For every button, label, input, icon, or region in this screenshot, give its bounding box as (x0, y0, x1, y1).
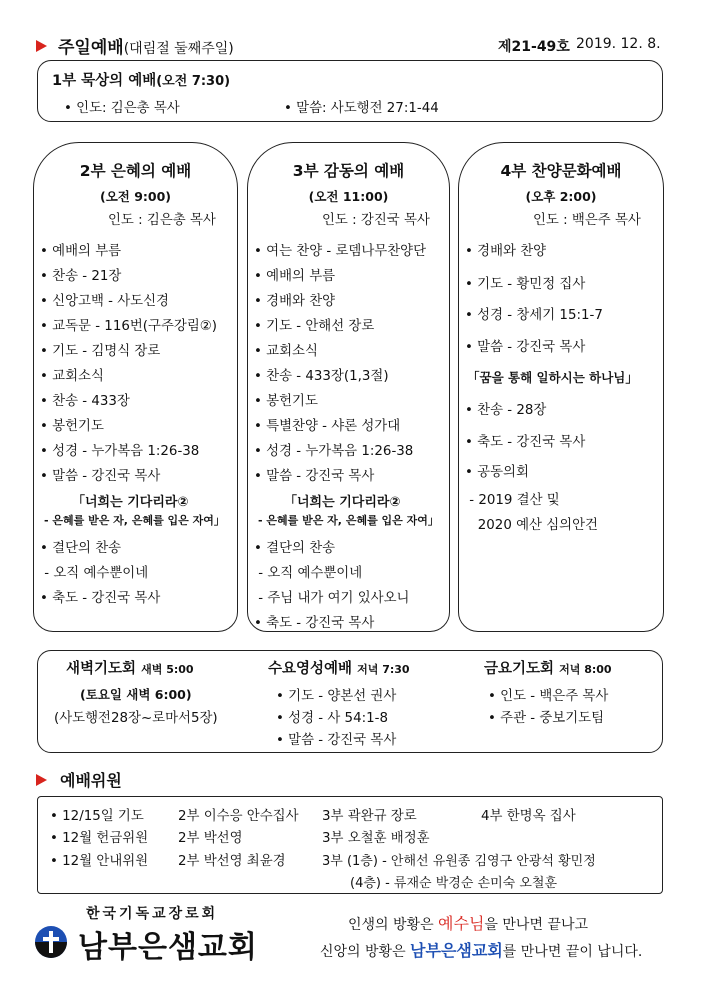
service-1-heading (52, 69, 230, 90)
service-4-item: • 찬송 - 28장 (465, 403, 547, 418)
service-3-item: • 축도 - 강진국 목사 (254, 616, 375, 631)
committee-p2: 2부 박선영 (178, 831, 243, 846)
service-3-item: • 말씀 - 강진국 목사 (254, 469, 375, 484)
service-2-item: • 교독문 - 116번(구주강림②) (40, 319, 217, 334)
committee-title: 예배위원 (60, 771, 122, 790)
service-4-item: 2020 예산 심의안건 (465, 518, 598, 533)
service-2-item: • 찬송 - 21장 (40, 269, 122, 284)
service-3-item: • 기도 - 안해선 장로 (254, 319, 375, 334)
church-logo-icon (34, 925, 68, 959)
service-3-item: • 성경 - 누가복음 1:26-38 (254, 444, 414, 459)
service-3-sermon-subtitle: - 은혜를 받은 자, 은혜를 입은 자여」 (258, 514, 439, 527)
title-main: 주일예배 (58, 38, 124, 58)
service-4-item: • 공동의회 (465, 465, 529, 480)
dawn-text: (사도행전28장~로마서5장) (54, 711, 218, 726)
page-title (58, 33, 234, 58)
committee-p2: 2부 박선영 최윤경 (178, 854, 286, 869)
service-2-item: • 기도 - 김명식 장로 (40, 344, 161, 359)
friday-item: • 주관 - 중보기도팀 (488, 711, 605, 726)
wednesday-time: 저녁 7:30 (357, 663, 410, 676)
committee-p3: 3부 곽완규 장로 (322, 809, 417, 824)
dawn-title: 새벽기도회 (66, 661, 137, 677)
service-1-time: (오전 7:30) (156, 74, 231, 89)
service-3-title: 3부 감동의 예배 (292, 162, 405, 180)
service-2-item: • 찬송 - 433장 (40, 394, 130, 409)
service-3-item: • 특별찬양 - 샤론 성가대 (254, 419, 401, 434)
committee-label: • 12월 헌금위원 (50, 831, 149, 846)
service-3-item: • 찬송 - 433장(1,3절) (254, 369, 389, 384)
service-1-sermon: • 말씀: 사도행전 27:1-44 (284, 101, 439, 116)
committee-label: • 12/15일 기도 (50, 809, 144, 824)
committee-p3: 3부 오철훈 배정훈 (322, 831, 430, 846)
friday-item: • 인도 - 백은주 목사 (488, 689, 609, 704)
issue-date: 2019. 12. 8. (576, 36, 661, 52)
service-4-item: • 기도 - 황민정 집사 (465, 277, 586, 292)
service-1-box (37, 60, 663, 122)
service-2-box (33, 142, 238, 632)
committee-box (37, 796, 663, 894)
service-4-item: • 경배와 찬양 (465, 244, 547, 259)
service-4-title: 4부 찬양문화예배 (500, 162, 622, 180)
service-2-sermon-title: 「너희는 기다리라② (72, 495, 189, 510)
dawn-time: 새벽 5:00 (141, 663, 194, 676)
wednesday-heading (268, 657, 410, 678)
service-2-item: • 축도 - 강진국 목사 (40, 591, 161, 606)
service-2-item: • 결단의 찬송 (40, 541, 122, 556)
footer-highlight-jesus: 예수님 (438, 914, 485, 933)
service-3-box (247, 142, 450, 632)
section-arrow-icon (36, 40, 47, 52)
wednesday-title: 수요영성예배 (268, 661, 353, 677)
service-3-item: • 여는 찬양 - 로뎀나무찬양단 (254, 244, 427, 259)
service-4-item: • 축도 - 강진국 목사 (465, 435, 586, 450)
committee-p3: 3부 (1층) - 안해선 유원종 김영구 안광석 황민정 (322, 854, 596, 869)
service-3-item: - 오직 예수뿐이네 (254, 566, 363, 581)
church-name: 남부은샘교회 (78, 930, 258, 965)
service-2-sermon-subtitle: - 은혜를 받은 자, 은혜를 입은 자여」 (44, 514, 225, 527)
wednesday-item: • 성경 - 사 54:1-8 (276, 711, 388, 726)
footer-line-2 (320, 938, 642, 961)
service-4-time: (오후 2:00) (525, 189, 597, 204)
service-2-item: • 신앙고백 - 사도신경 (40, 294, 169, 309)
service-3-item: • 예배의 부름 (254, 269, 336, 284)
service-4-box (458, 142, 664, 632)
dawn-heading (66, 657, 194, 678)
wednesday-item: • 말씀 - 강진국 목사 (276, 733, 397, 748)
service-4-item: • 말씀 - 강진국 목사 (465, 340, 586, 355)
service-3-item: • 교회소식 (254, 344, 318, 359)
committee-row-4: (4층) - 류재순 박경순 손미숙 오철훈 (350, 876, 558, 891)
friday-title: 금요기도회 (484, 661, 555, 677)
title-sub: (대림절 둘째주일) (123, 41, 234, 57)
service-2-item: • 성경 - 누가복음 1:26-38 (40, 444, 200, 459)
committee-label: • 12월 안내위원 (50, 854, 149, 869)
issue-number: 제21-49호 (498, 39, 570, 55)
weekly-services-box (37, 650, 663, 753)
service-3-leader: 인도 : 강진국 목사 (322, 213, 430, 228)
footer-line-2-c: 를 만나면 끝이 납니다. (502, 944, 643, 960)
footer-line-1-a: 인생의 방황은 (348, 917, 439, 933)
committee-p2: 2부 이수응 안수집사 (178, 809, 299, 824)
service-2-title: 2부 은혜의 예배 (79, 162, 192, 180)
service-3-sermon-title: 「너희는 기다리라② (284, 495, 401, 510)
service-4-leader: 인도 : 백은주 목사 (533, 213, 641, 228)
service-3-item: • 결단의 찬송 (254, 541, 336, 556)
wednesday-item: • 기도 - 양본선 권사 (276, 689, 397, 704)
service-2-leader: 인도 : 김은총 목사 (108, 213, 216, 228)
service-3-item: • 경배와 찬양 (254, 294, 336, 309)
service-2-item: • 말씀 - 강진국 목사 (40, 469, 161, 484)
denomination-name: 한국기독교장로회 (86, 906, 219, 922)
service-1-leader: • 인도: 김은총 목사 (64, 101, 180, 116)
committee-p4: 4부 한명옥 집사 (481, 809, 576, 824)
footer-line-1 (348, 911, 588, 934)
dawn-saturday: (토요일 새벽 6:00) (80, 687, 192, 702)
service-2-time: (오전 9:00) (99, 189, 172, 204)
service-4-item: • 성경 - 창세기 15:1-7 (465, 308, 603, 323)
church-logo (34, 925, 68, 959)
service-2-item: - 오직 예수뿐이네 (40, 566, 149, 581)
friday-time: 저녁 8:00 (559, 663, 612, 676)
section-arrow-icon (36, 774, 47, 786)
footer-highlight-church: 남부은샘교회 (410, 941, 503, 960)
service-2-item: • 봉헌기도 (40, 419, 104, 434)
service-1-title: 1부 묵상의 예배 (52, 73, 157, 89)
footer-line-1-c: 을 만나면 끝나고 (484, 917, 588, 933)
service-3-item: • 봉헌기도 (254, 394, 318, 409)
service-3-item: - 주님 내가 여기 있사오니 (254, 591, 410, 606)
service-3-time: (오전 11:00) (308, 189, 389, 204)
service-2-item: • 예배의 부름 (40, 244, 122, 259)
friday-heading (484, 657, 612, 678)
service-4-sermon-title: 「꿈을 통해 일하시는 하나님」 (467, 370, 638, 385)
service-2-item: • 교회소식 (40, 369, 104, 384)
footer-line-2-a: 신앙의 방황은 (320, 944, 411, 960)
service-4-item: - 2019 결산 및 (465, 493, 560, 508)
